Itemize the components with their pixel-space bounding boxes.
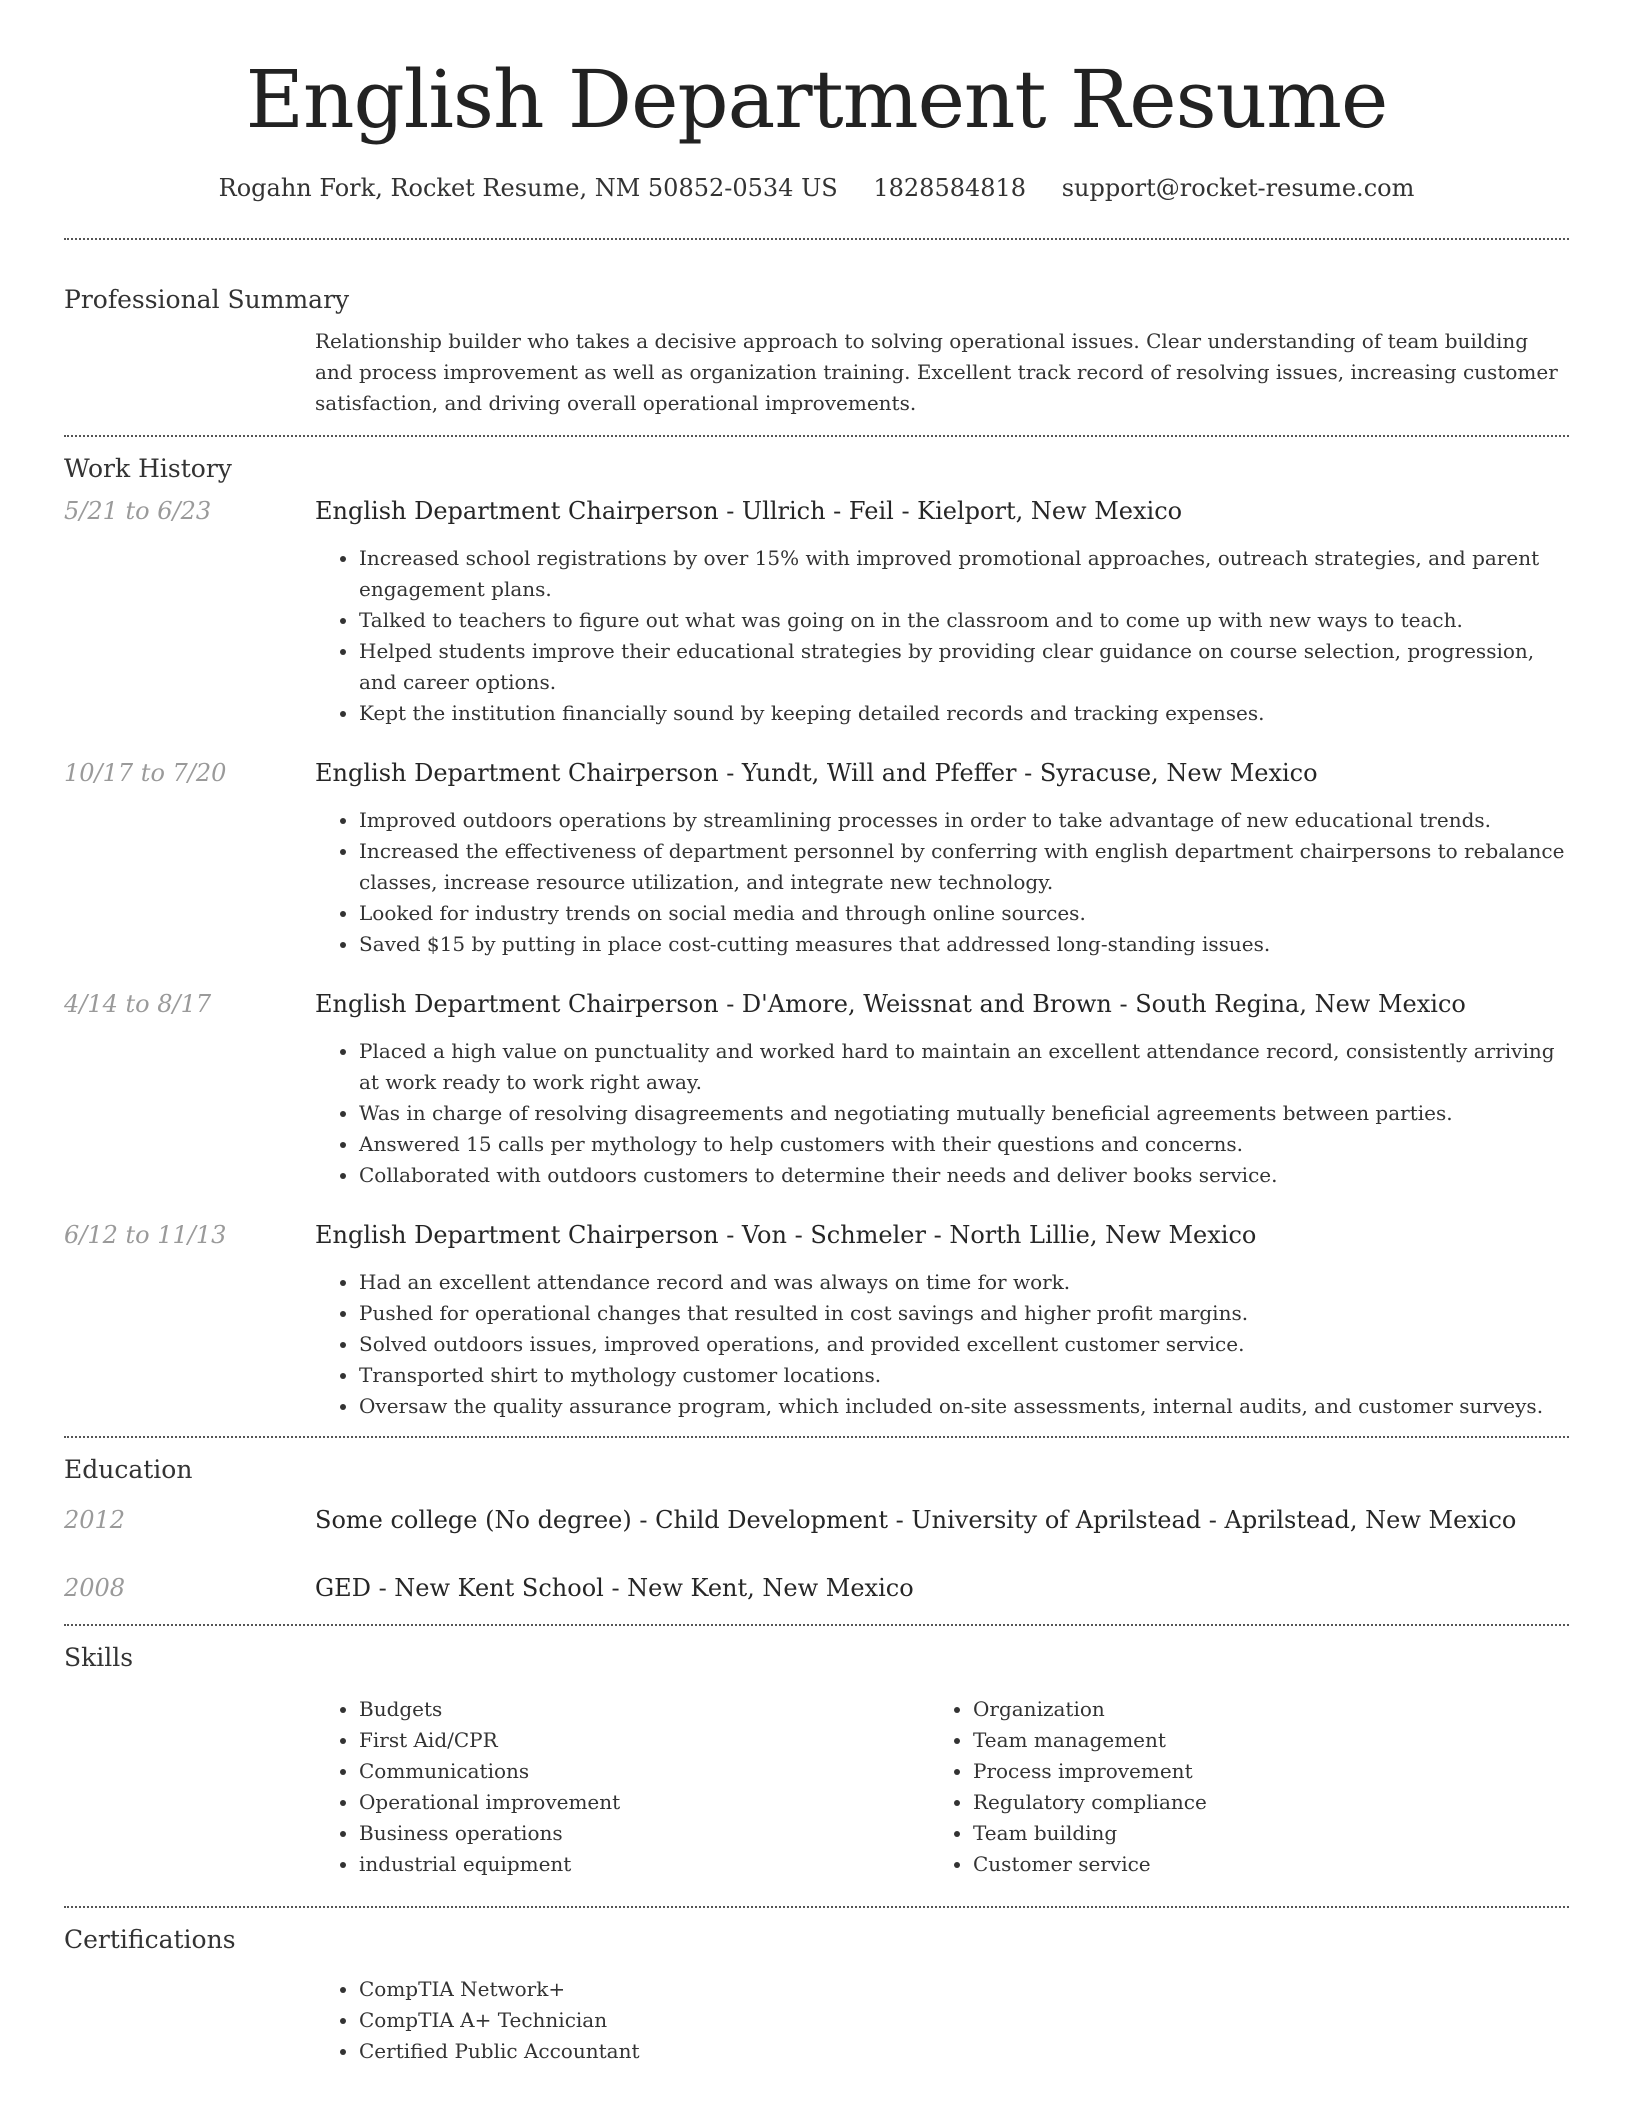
job-entry [64,988,1569,1191]
job-bullets [315,1036,1569,1191]
certifications-list [64,1974,1569,2067]
job-bullet: • Transported shirt to mythology customer locations. [359,1360,1569,1391]
education-year: 2008 [64,1574,126,1602]
address-text: Rogahn Fork, Rocket Resume, NM 50852-0534 US [218,174,838,202]
skill-item: • industrial equipment [359,1849,919,1880]
work-history-heading: Work History [64,454,232,483]
skills-list [315,1694,1569,1906]
resume-page [64,0,1569,2067]
skill-item: • Business operations [359,1818,919,1849]
job-bullet: • Talked to teachers to figure out what was going on in the classroom and to come up with new ways to teach. [359,605,1569,636]
job-dates: 4/14 to 8/17 [64,990,212,1018]
email-text: support@rocket-resume.com [1061,174,1415,202]
skills-column-left [315,1694,919,1880]
skill-item: • Budgets [359,1694,919,1725]
job-company: - Yundt, Will and Pfeffer - Syracuse, New Mexico [718,759,1318,787]
job-role: English Department Chairperson [315,990,719,1018]
skill-item: • Team management [973,1725,1533,1756]
job-bullets [315,543,1569,729]
job-bullet: • Placed a high value on punctuality and worked hard to maintain an excellent attendance record, consistently arriving at work ready to work right away. [359,1036,1569,1098]
job-dates: 5/21 to 6/23 [64,497,212,525]
skill-item: • First Aid/CPR [359,1725,919,1756]
skill-item: • Customer service [973,1849,1533,1880]
job-bullet: • Increased the effectiveness of department personnel by conferring with english department chairpersons to rebalance classes, increase resource utilization, and integrate new technology. [359,836,1569,898]
job-company: - Von - Schmeler - North Lillie, New Mexico [718,1221,1257,1249]
job-dates: 6/12 to 11/13 [64,1221,227,1249]
skill-item: • Regulatory compliance [973,1787,1533,1818]
job-role: English Department Chairperson [315,1221,719,1249]
education-heading: Education [64,1455,193,1484]
job-bullet: • Answered 15 calls per mythology to help customers with their questions and concerns. [359,1129,1569,1160]
job-title [315,495,1569,527]
education-entry [64,1504,1569,1540]
job-role: English Department Chairperson [315,759,719,787]
job-dates: 10/17 to 7/20 [64,759,227,787]
job-entry [64,757,1569,960]
job-bullets [315,1267,1569,1422]
certification-item: • CompTIA Network+ [359,1974,1569,2005]
phone-text: 1828584818 [873,174,1027,202]
job-bullet: • Pushed for operational changes that resulted in cost savings and higher profit margins. [359,1298,1569,1329]
skills-column-right [929,1694,1533,1880]
job-bullet: • Kept the institution financially sound by keeping detailed records and tracking expenses. [359,698,1569,729]
job-bullet: • Had an excellent attendance record and was always on time for work. [359,1267,1569,1298]
job-company: - D'Amore, Weissnat and Brown - South Regina, New Mexico [718,990,1466,1018]
job-bullets [315,805,1569,960]
skill-item: • Communications [359,1756,919,1787]
job-bullet: • Collaborated with outdoors customers to determine their needs and deliver books service. [359,1160,1569,1191]
job-bullet: • Was in charge of resolving disagreements and negotiating mutually beneficial agreements between parties. [359,1098,1569,1129]
certifications-heading: Certifications [64,1925,236,1954]
job-title [315,757,1569,789]
job-bullet: • Solved outdoors issues, improved operations, and provided excellent customer service. [359,1329,1569,1360]
job-company: - Ullrich - Feil - Kielport, New Mexico [718,497,1183,525]
education-school: - University of Aprilstead - Aprilstead, New Mexico [888,1506,1517,1534]
job-bullet: • Improved outdoors operations by streamlining processes in order to take advantage of new educational trends. [359,805,1569,836]
certifications-bullets [315,1974,1569,2067]
education-entry [64,1572,1569,1608]
summary-heading: Professional Summary [64,285,350,314]
job-role: English Department Chairperson [315,497,719,525]
job-title [315,988,1569,1020]
education-list [64,1504,1569,1608]
education-degree: GED [315,1574,371,1602]
skill-item: • Team building [973,1818,1533,1849]
summary-text: Relationship builder who takes a decisive approach to solving operational issues. Clear understanding of team building and process improvement as well as organization training. Excellent track record of resolving issues, increasing customer satisfaction, and driving overall operational improvements. [315,329,1558,415]
skill-item: • Process improvement [973,1756,1533,1787]
skill-item: • Organization [973,1694,1533,1725]
job-entry [64,495,1569,729]
education-school: - New Kent School - New Kent, New Mexico [370,1574,914,1602]
job-bullet: • Increased school registrations by over 15% with improved promotional approaches, outreach strategies, and parent engagement plans. [359,543,1569,605]
education-degree: Some college (No degree) - Child Development [315,1506,889,1534]
work-history-list [64,495,1569,1422]
job-bullet: • Helped students improve their educational strategies by providing clear guidance on course selection, progression, and career options. [359,636,1569,698]
certification-item: • Certified Public Accountant [359,2036,1569,2067]
job-bullet: • Oversaw the quality assurance program, which included on-site assessments, internal audits, and customer surveys. [359,1391,1569,1422]
education-year: 2012 [64,1506,126,1534]
job-bullet: • Saved $15 by putting in place cost-cutting measures that addressed long-standing issues. [359,929,1569,960]
job-title [315,1219,1569,1251]
education-title [315,1504,1569,1536]
job-entry [64,1219,1569,1422]
contact-line [64,172,1569,204]
education-title [315,1572,1569,1604]
job-bullet: • Looked for industry trends on social media and through online sources. [359,898,1569,929]
skills-heading: Skills [64,1643,134,1672]
certification-item: • CompTIA A+ Technician [359,2005,1569,2036]
resume-title: English Department Resume [245,53,1388,146]
skill-item: • Operational improvement [359,1787,919,1818]
